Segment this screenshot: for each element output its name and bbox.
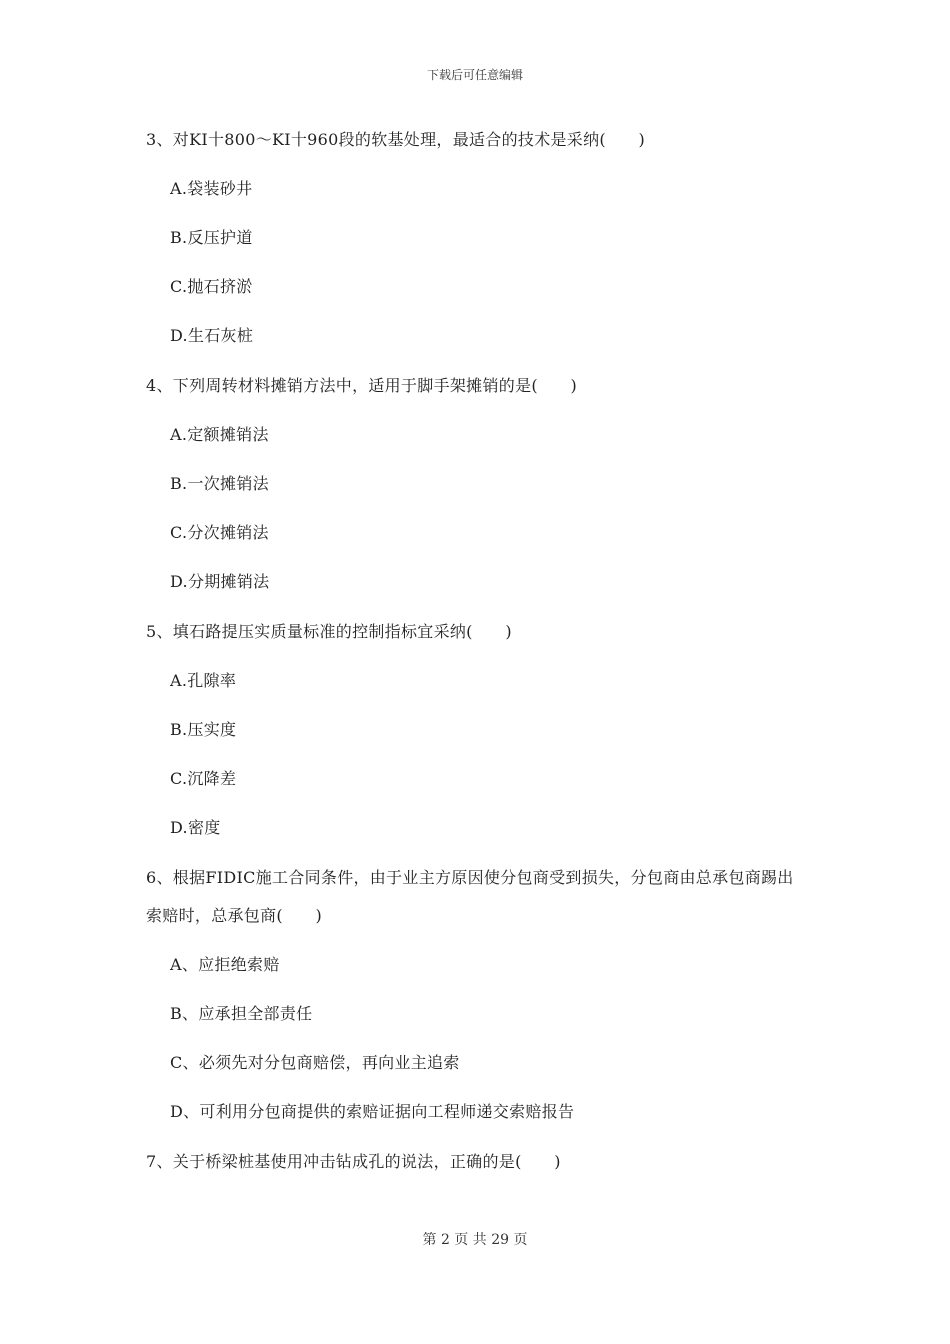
question-3-option-b: B.反压护道: [170, 228, 253, 247]
question-7-stem: 7、关于桥梁桩基使用冲击钻成孔的说法，正确的是( ): [146, 1152, 561, 1171]
question-6-option-d: D、可利用分包商提供的索赔证据向工程师递交索赔报告: [170, 1102, 575, 1121]
question-4-option-d: D.分期摊销法: [170, 572, 270, 591]
question-6-stem-continued: 索赔时，总承包商( ): [146, 906, 323, 925]
question-4-option-c: C.分次摊销法: [170, 523, 269, 542]
question-5-option-a: A.孔隙率: [170, 671, 237, 690]
question-4-option-b: B.一次摊销法: [170, 474, 269, 493]
question-5-option-c: C.沉降差: [170, 769, 237, 788]
question-6-option-a: A、应拒绝索赔: [170, 955, 280, 974]
question-5-option-b: B.压实度: [170, 720, 237, 739]
question-6-option-b: B、应承担全部责任: [170, 1004, 313, 1023]
question-4-stem: 4、下列周转材料摊销方法中，适用于脚手架摊销的是( ): [146, 376, 578, 395]
question-3-stem: 3、对KI十800～KI十960段的软基处理，最适合的技术是采纳( ): [146, 130, 646, 149]
page-header: 下载后可任意编辑: [426, 68, 523, 82]
question-5-stem: 5、填石路提压实质量标准的控制指标宜采纳( ): [146, 622, 512, 641]
page-footer: 第 2 页 共 29 页: [422, 1232, 528, 1248]
question-4-option-a: A.定额摊销法: [170, 425, 269, 444]
question-3-option-d: D.生石灰桩: [170, 326, 254, 345]
question-6-stem: 6、根据FIDIC施工合同条件，由于业主方原因使分包商受到损失，分包商由总承包商踢出: [146, 868, 794, 887]
question-3-option-c: C.抛石挤淤: [170, 277, 253, 296]
question-3-option-a: A.袋装砂井: [170, 179, 253, 198]
question-6-option-c: C、必须先对分包商赔偿，再向业主追索: [170, 1053, 460, 1072]
question-5-option-d: D.密度: [170, 818, 221, 837]
